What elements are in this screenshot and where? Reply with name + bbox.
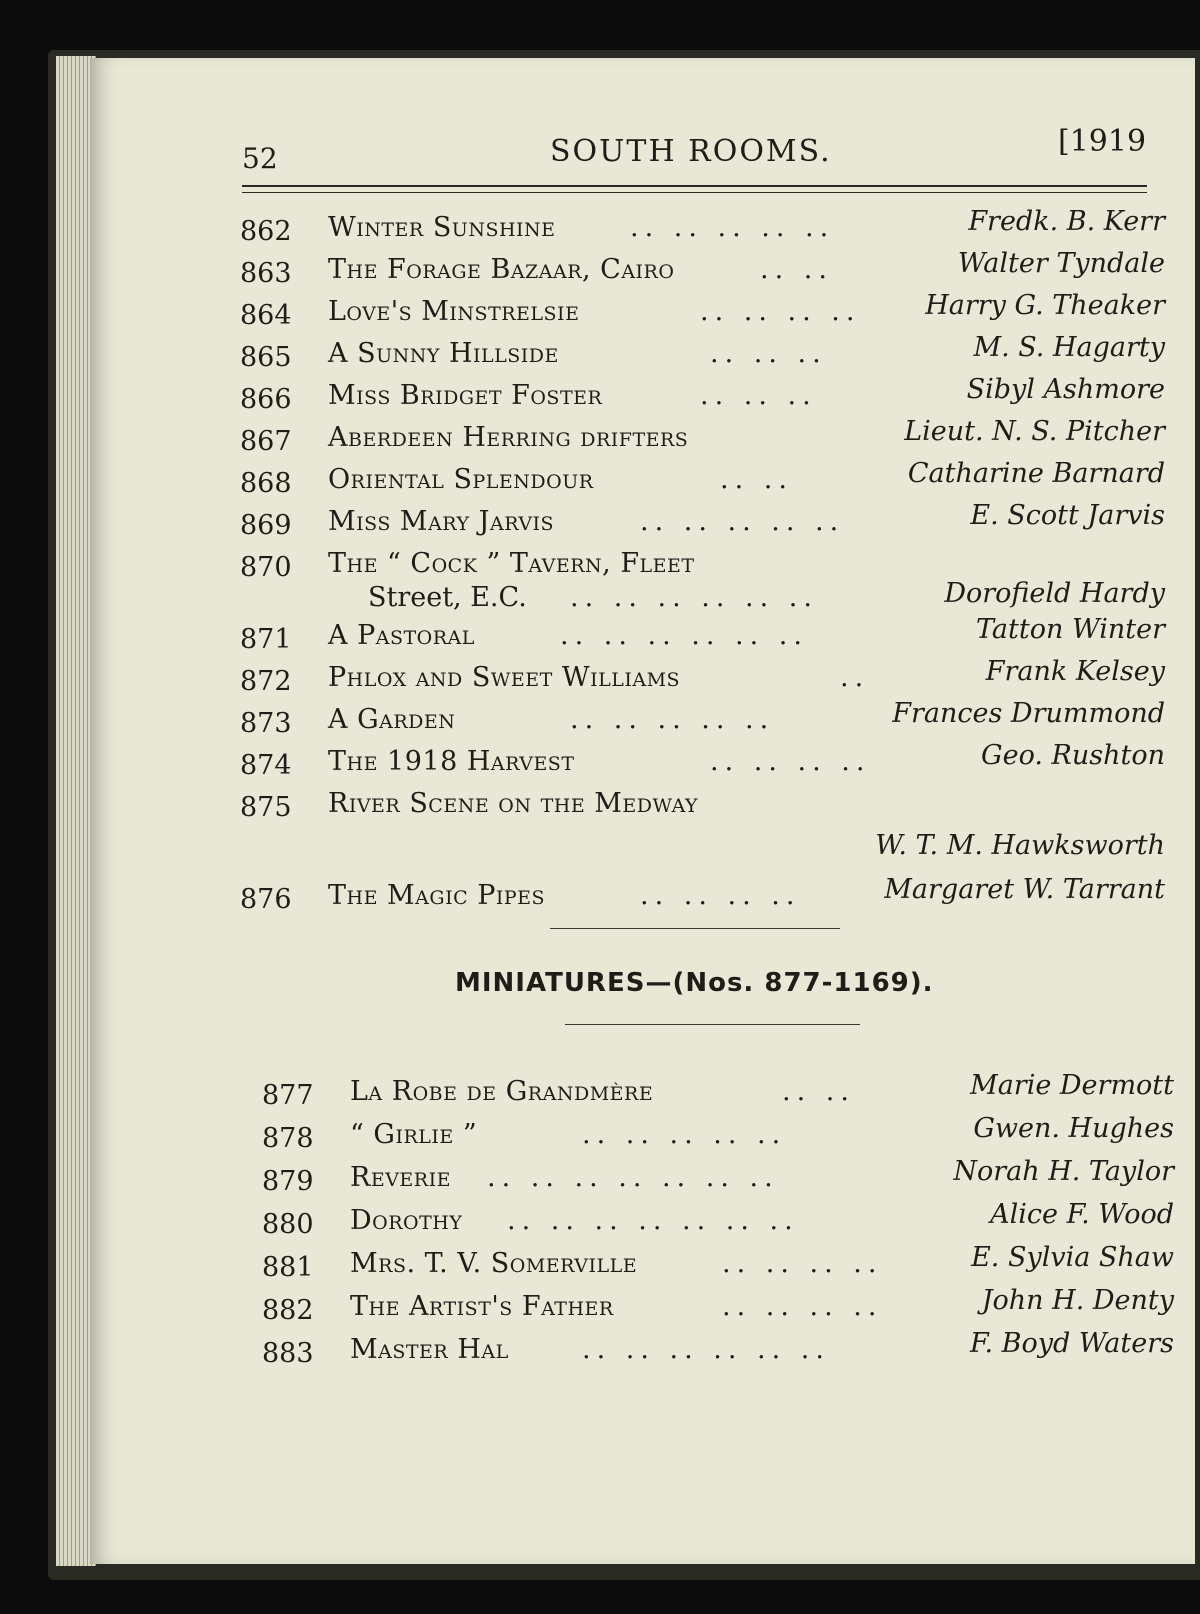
entry-title: Mrs. T. V. Somerville [350,1248,638,1279]
entry-artist: Geo. Rushton [981,740,1165,771]
entry-artist: E. Scott Jarvis [970,500,1165,531]
entry-number: 862 [240,216,292,247]
entry-876 [240,874,1165,916]
entry-867 [240,416,1165,458]
entry-868 [240,458,1165,500]
dot-leaders: .. .. .. .. .. [570,704,775,735]
entry-874 [240,740,1165,782]
entry-title: Love's Minstrelsie [328,296,580,327]
entry-artist: Lieut. N. S. Pitcher [904,416,1165,447]
entry-871 [240,614,1165,656]
entry-873 [240,698,1165,740]
entry-number: 871 [240,624,292,655]
entry-number: 872 [240,666,292,697]
dot-leaders: .. .. .. .. .. [582,1119,787,1150]
entry-title: A Pastoral [328,620,475,651]
entry-879 [262,1156,1174,1199]
entry-865 [240,332,1165,374]
entry-list [240,206,1165,916]
dot-leaders: .. .. .. .. .. [630,212,835,243]
entry-number: 865 [240,342,292,373]
entry-title: River Scene on the Medway [328,788,699,819]
entry-number: 881 [262,1252,314,1283]
dot-leaders: .. .. .. .. .. .. [582,1334,830,1365]
entry-title: Miss Bridget Foster [328,380,603,411]
catalogue-page [90,58,1195,1564]
entry-878 [262,1113,1174,1156]
entry-title: Oriental Splendour [328,464,594,495]
dot-leaders: .. .. .. .. [722,1248,883,1279]
entry-866 [240,374,1165,416]
entry-title: Reverie [350,1162,451,1193]
section-divider-bottom [565,1024,860,1025]
entry-artist: W. T. M. Hawksworth [875,830,1165,861]
entry-number: 877 [262,1080,314,1111]
entry-artist: John H. Denty [981,1285,1174,1316]
entry-title-continued: Street, E.C. [368,582,527,613]
entry-title: La Robe de Grandmère [350,1076,654,1107]
entry-title: The Artist's Father [350,1291,614,1322]
header-rule-thin [242,192,1147,193]
running-head: SOUTH ROOMS. [550,134,832,169]
entry-title: Phlox and Sweet Williams [328,662,681,693]
dot-leaders: .. .. .. [700,380,817,411]
dot-leaders: .. .. .. [710,338,827,369]
entry-number: 878 [262,1123,314,1154]
entry-number: 867 [240,426,292,457]
entry-title: Dorothy [350,1205,463,1236]
section-heading: MINIATURES—(Nos. 877-1169). [455,968,934,998]
section-divider-top [550,928,840,929]
entry-881 [262,1242,1174,1285]
entry-title: Master Hal [350,1334,509,1365]
entry-883 [262,1328,1174,1371]
entry-title: “ Girlie ” [350,1119,478,1150]
dot-leaders: .. .. .. .. .. [640,506,845,537]
entry-artist: Harry G. Theaker [925,290,1165,321]
dot-leaders: .. [840,662,870,693]
entry-artist: Alice F. Wood [990,1199,1174,1230]
entry-863 [240,248,1165,290]
entry-title: The “ Cock ” Tavern, Fleet [328,548,695,579]
dot-leaders: .. .. .. .. .. .. .. [487,1162,779,1193]
entry-title: The Forage Bazaar, Cairo [328,254,675,285]
entry-title: Miss Mary Jarvis [328,506,555,537]
dot-leaders: .. .. .. .. [710,746,871,777]
entry-number: 873 [240,708,292,739]
entry-number: 876 [240,884,292,915]
entry-869 [240,500,1165,542]
entry-number: 883 [262,1338,314,1369]
entry-number: 874 [240,750,292,781]
header-rule [242,185,1147,187]
page-header [90,58,1195,208]
dot-leaders: .. .. .. .. [640,880,801,911]
entry-870 [240,542,1165,614]
dot-leaders: .. .. .. .. .. .. [560,620,808,651]
dot-leaders: .. .. .. .. [700,296,861,327]
entry-artist: Margaret W. Tarrant [884,874,1165,905]
entry-artist: Marie Dermott [970,1070,1174,1101]
entry-number: 882 [262,1295,314,1326]
year-marker: [1919 [1058,124,1147,159]
entry-875 [240,782,1165,874]
entry-880 [262,1199,1174,1242]
entry-artist: Catharine Barnard [907,458,1165,489]
entry-number: 869 [240,510,292,541]
entry-862 [240,206,1165,248]
page-number: 52 [242,142,278,175]
dot-leaders: .. .. .. .. .. .. .. [507,1205,799,1236]
entry-artist: Sibyl Ashmore [966,374,1165,405]
entry-title: The Magic Pipes [328,880,546,911]
dot-leaders: .. .. [782,1076,855,1107]
entry-artist: Frances Drummond [892,698,1165,729]
entry-number: 863 [240,258,292,289]
dot-leaders: .. .. .. .. [722,1291,883,1322]
entry-title: The 1918 Harvest [328,746,575,777]
entry-artist: Norah H. Taylor [953,1156,1174,1187]
entry-artist: Frank Kelsey [985,656,1165,687]
entry-872 [240,656,1165,698]
entry-number: 866 [240,384,292,415]
entry-artist: Tatton Winter [976,614,1165,645]
entry-title: Aberdeen Herring drifters [328,422,689,453]
entry-title: A Sunny Hillside [328,338,559,369]
entry-title: Winter Sunshine [328,212,556,243]
entry-number: 880 [262,1209,314,1240]
entry-artist: Fredk. B. Kerr [968,206,1165,237]
entry-number: 870 [240,552,292,583]
entry-artist: E. Sylvia Shaw [971,1242,1174,1273]
dot-leaders: .. .. [720,464,793,495]
entry-artist: Walter Tyndale [957,248,1165,279]
entry-artist: Gwen. Hughes [973,1113,1174,1144]
entry-title: A Garden [328,704,456,735]
entry-number: 875 [240,792,292,823]
entry-number: 879 [262,1166,314,1197]
entry-877 [262,1070,1174,1113]
entry-artist: F. Boyd Waters [969,1328,1174,1359]
entry-artist: Dorofield Hardy [944,578,1165,609]
entry-number: 868 [240,468,292,499]
dot-leaders: .. .. [760,254,833,285]
entry-882 [262,1285,1174,1328]
dot-leaders: .. .. .. .. .. .. [570,582,818,613]
entry-number: 864 [240,300,292,331]
miniatures-list [262,1070,1174,1371]
entry-artist: M. S. Hagarty [973,332,1165,363]
entry-864 [240,290,1165,332]
